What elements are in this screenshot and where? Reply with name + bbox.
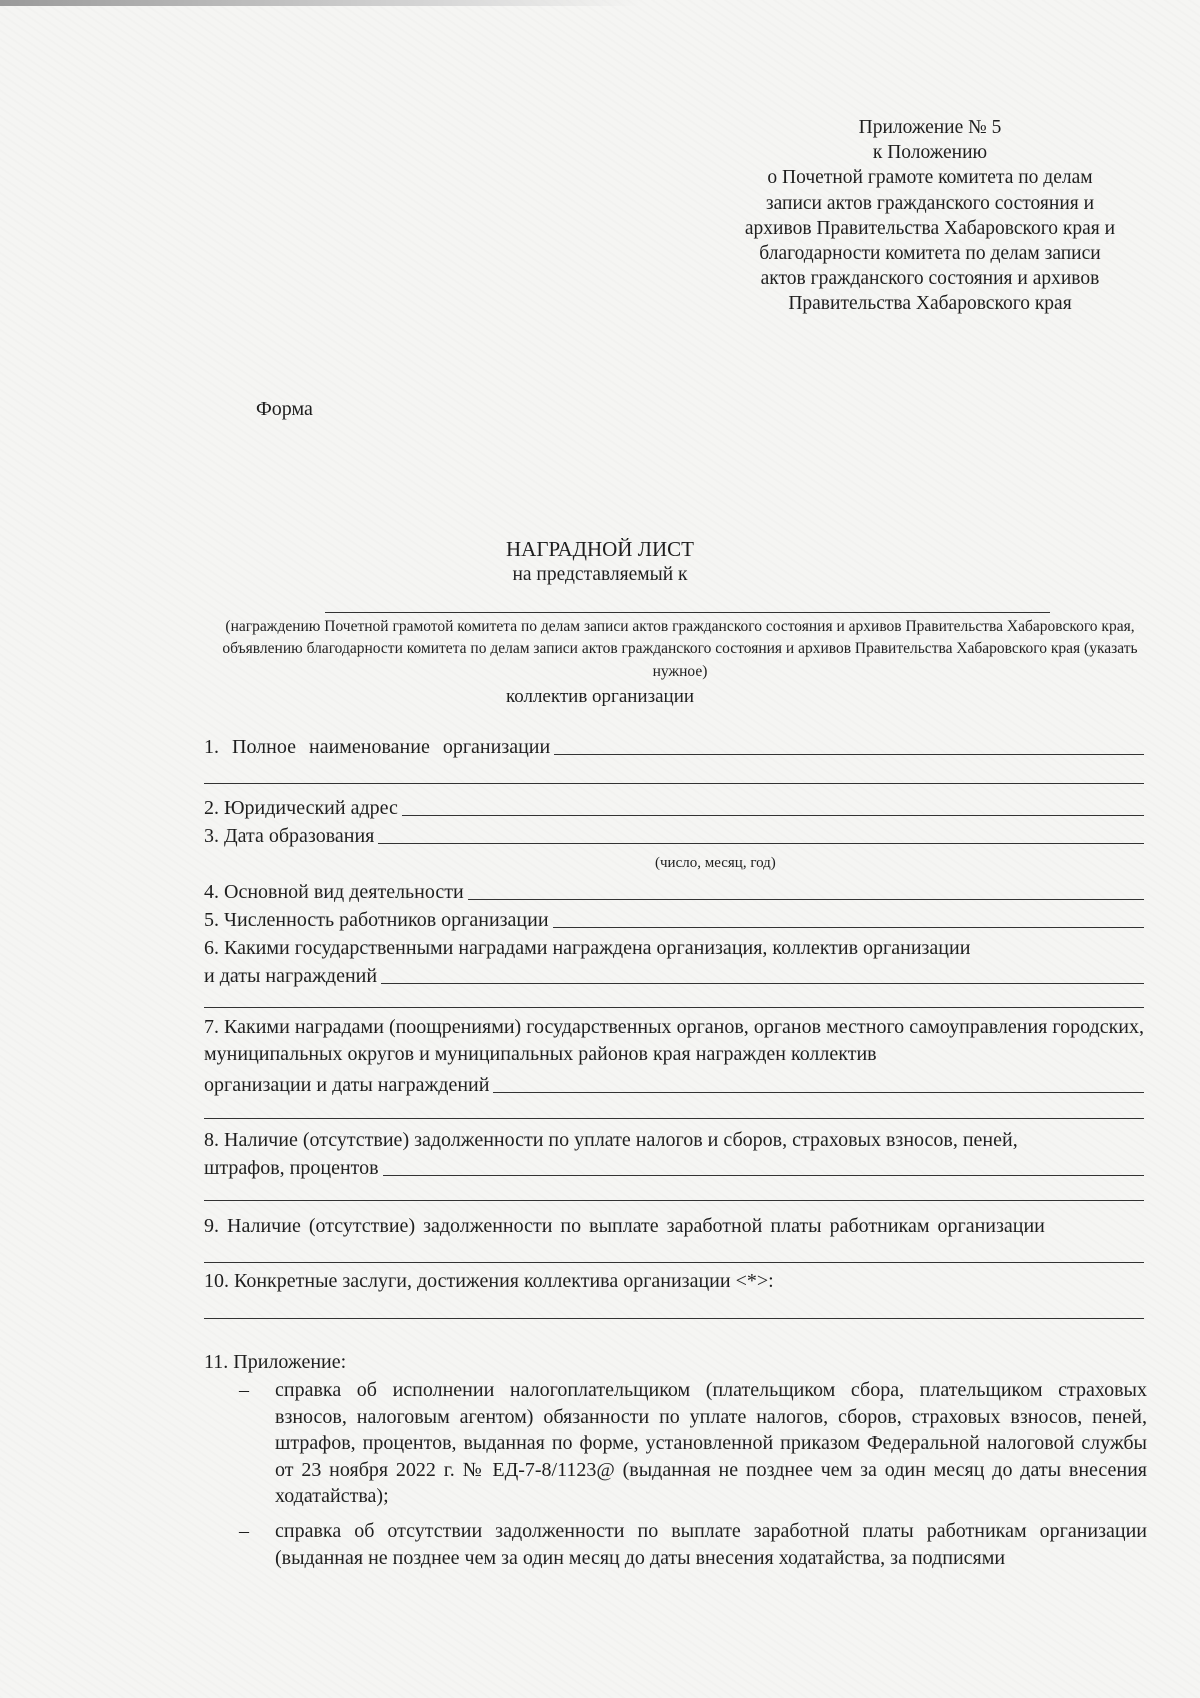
field-attachments [204,1348,1144,1374]
field-label: 1. Полное наименование организации [204,736,551,758]
attachment-item [239,1518,1147,1571]
field-legal-address-blank[interactable] [402,815,1144,816]
field-local-awards-blank[interactable] [493,1092,1144,1093]
field-employee-count [204,906,1144,932]
annex-line: Правительства Хабаровского края [788,293,1072,315]
award-type-blank-line[interactable] [325,612,1050,613]
field-main-activity [204,878,1144,904]
annex-line: благодарности комитета по делам записи [759,243,1101,265]
field-org-name-blank[interactable] [554,754,1144,755]
attachment-text: справка об исполнении налогоплательщиком (плательщиком сбора, плательщиком страховых взносов, налоговым агентом) обязанности по уплате налогов, сборов, страховых взносов, пеней, штрафов, процентов, выданная по форме, установленной приказом Федеральной налоговой службы от 23 ноября 2022 г. № ЕД-7-8/1123@ (выданная не позднее чем за один месяц до даты внесения ходатайства); [275,1379,1147,1507]
field-employee-count-blank[interactable] [553,927,1144,928]
field-date-hint: (число, месяц, год) [655,855,776,871]
field-label: организации и даты награждений [204,1074,490,1096]
field-achievements [204,1267,1144,1293]
annex-line: записи актов гражданского состояния и [765,192,1095,214]
attachment-item [239,1377,1147,1510]
field-tax-debt-blank-2[interactable] [204,1200,1144,1201]
field-tax-debt [204,1126,1144,1152]
field-local-awards: 7. Какими наградами (поощрениями) государственных органов, органов местного самоуправления городских, муниципальных округов и муниципальных районов края награжден коллектив [204,1016,1144,1065]
dash-bullet: – [239,1379,249,1401]
field-label: 3. Дата образования [204,825,375,847]
field-achievements-blank[interactable] [204,1318,1144,1319]
field-salary-debt-blank[interactable] [204,1262,1144,1263]
field-tax-debt-blank[interactable] [383,1175,1144,1176]
field-salary-debt [204,1212,1144,1238]
award-type-note: (награждению Почетной грамотой комитета по делам записи актов гражданского состояния и архивов Правительства Хабаровского края, объявлению благодарности комитета по делам записи актов гражданского состояния и архивов Правительства Хабаровского края (указать нужное) [222,618,1138,680]
field-state-awards-dates [204,962,1144,988]
annex-line: Приложение № 5 [858,117,1002,138]
field-org-name [204,733,1144,759]
field-state-awards-blank-2[interactable] [204,1007,1144,1008]
annex-line: о Почетной грамоте комитета по делам [767,167,1093,189]
document-subtitle: на представляемый к [512,564,688,585]
field-local-awards-blank-2[interactable] [204,1118,1144,1119]
field-founding-date-blank[interactable] [378,843,1144,844]
field-label: 9. Наличие (отсутствие) задолженности по выплате заработной платы работникам организации [204,1215,1045,1237]
annex-header [720,115,1140,317]
scan-edge-artifact [0,0,640,6]
field-org-name-blank-2[interactable] [204,783,1144,784]
attachment-text: справка об отсутствии задолженности по выплате заработной платы работникам организации (выданная не позднее чем за один месяц до даты внесения ходатайства, за подписями [275,1520,1147,1569]
field-label: 8. Наличие (отсутствие) задолженности по уплате налогов и сборов, страховых взносов, пеней, [204,1129,1018,1151]
form-label: Форма [256,398,313,420]
field-label: 4. Основной вид деятельности [204,881,464,903]
annex-line: архивов Правительства Хабаровского края и [744,217,1116,239]
annex-line: актов гражданского состояния и архивов [760,268,1100,290]
field-label: 6. Какими государственными наградами награждена организация, коллектив организации [204,937,971,959]
field-tax-debt-cont [204,1154,1144,1180]
field-state-awards [204,934,1144,960]
field-state-awards-blank[interactable] [381,983,1144,984]
field-legal-address [204,794,1144,820]
field-label: штрафов, процентов [204,1157,379,1179]
field-founding-date [204,822,1144,848]
field-label: 2. Юридический адрес [204,797,398,819]
award-subject: коллектив организации [505,686,695,707]
field-main-activity-blank[interactable] [468,899,1144,900]
field-label: и даты награждений [204,965,378,987]
field-label: 5. Численность работников организации [204,909,549,931]
field-local-awards-dates [204,1071,1144,1097]
field-label: 10. Конкретные заслуги, достижения коллектива организации <*>: [204,1270,774,1292]
annex-line: к Положению [872,142,988,164]
field-label: 11. Приложение: [204,1351,347,1373]
document-title: НАГРАДНОЙ ЛИСТ [506,537,694,561]
dash-bullet: – [239,1520,249,1542]
